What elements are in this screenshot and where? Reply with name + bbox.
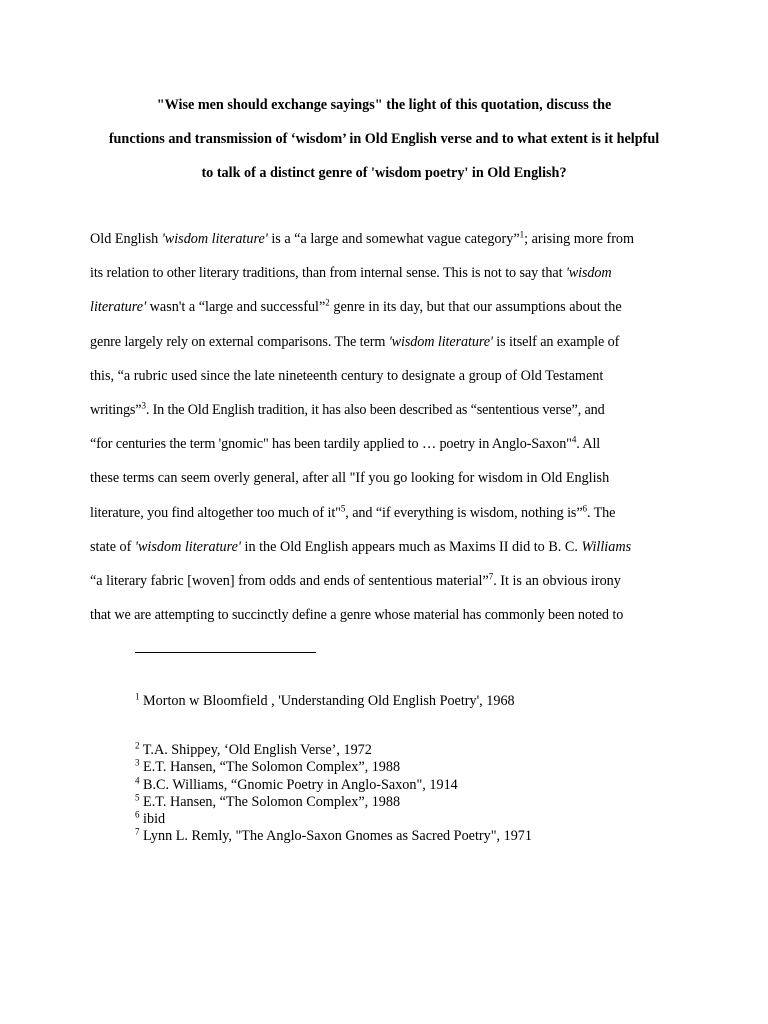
footnote-number: 7: [135, 826, 140, 837]
footnote-number: 5: [135, 792, 140, 803]
body-line-4: genre largely rely on external comparisons. The term 'wisdom literature' is itself an example of: [90, 333, 620, 350]
italic-term: literature': [90, 299, 147, 316]
footnote-list: [135, 742, 532, 846]
italic-name: Williams: [581, 538, 632, 555]
title-line-2: functions and transmission of ‘wisdom’ in Old English verse and to what extent is it helpful: [108, 131, 660, 147]
footnote-ref: 4: [571, 434, 577, 445]
footnote-1: $^1$ Morton w Bloomfield , 'Understanding Old English Poetry', 1968: [135, 691, 515, 709]
body-line-1: Old English 'wisdom literature' is a “a large and somewhat vague category”$^1$; arising more from: [90, 229, 635, 247]
footnote-separator: [135, 652, 316, 653]
footnote-ref: 3: [141, 400, 146, 411]
italic-term: 'wisdom literature': [134, 538, 241, 555]
footnote-3: $^3$ E.T. Hansen, “The Solomon Complex”, 1988: [135, 757, 401, 776]
body-line-11: “a literary fabric [woven] from odds and ends of sententious material”$^7$. It is an obvious irony: [90, 571, 621, 590]
body-line-10: state of 'wisdom literature' in the Old English appears much as Maxims II did to B. C. Williams: [90, 538, 632, 555]
body-line-3: literature' wasn't a “large and successful”$^2$ genre in its day, but that our assumptions about the: [90, 297, 622, 316]
footnote-7: $^7$ Lynn L. Remly, "The Anglo-Saxon Gnomes as Sacred Poetry", 1971: [135, 826, 532, 845]
footnote-ref: 5: [340, 502, 346, 513]
footnote-number: 2: [135, 740, 140, 751]
footnote-number: 3: [135, 757, 140, 768]
body-line-2: its relation to other literary traditions, than from internal sense. This is not to say that 'wisdom: [90, 265, 612, 282]
title-line-3: to talk of a distinct genre of 'wisdom poetry' in Old English?: [201, 165, 567, 181]
footnote-6: $^6$ ibid: [135, 809, 166, 828]
body-line-5: this, “a rubric used since the late nineteenth century to designate a group of Old Testament: [90, 367, 604, 384]
italic-term: 'wisdom literature': [161, 231, 268, 247]
footnote-ref: 2: [325, 297, 330, 308]
body-line-8: these terms can seem overly general, after all "If you go looking for wisdom in Old English: [90, 470, 610, 487]
body-line-9: literature, you find altogether too much of it"$^5$, and “if everything is wisdom, nothing is”$^6$. The: [90, 502, 616, 521]
italic-term: 'wisdom: [565, 265, 612, 282]
italic-term: 'wisdom literature': [388, 333, 493, 350]
footnote-number: 4: [135, 774, 140, 785]
body-line-7: “for centuries the term 'gnomic" has been tardily applied to … poetry in Anglo-Saxon"$^4$. All: [90, 434, 601, 453]
footnote-ref: 1: [519, 229, 525, 240]
footnote-ref: 7: [488, 571, 494, 582]
footnote-4: $^4$ B.C. Williams, “Gnomic Poetry in Anglo-Saxon", 1914: [135, 774, 458, 793]
footnote-ref: 6: [582, 502, 587, 513]
body-paragraph: [90, 222, 680, 632]
footnote-5: $^5$ E.T. Hansen, “The Solomon Complex”, 1988: [135, 792, 401, 810]
footnote-2: $^2$ T.A. Shippey, ‘Old English Verse’, 1972: [135, 740, 372, 758]
body-line-12: that we are attempting to succinctly define a genre whose material has commonly been noted to: [90, 607, 624, 624]
body-line-6: writings”$^3$. In the Old English tradition, it has also been described as “sententious verse”, and: [90, 400, 605, 419]
footnote-number: 6: [135, 809, 140, 820]
footnote-number: 1: [135, 691, 140, 702]
essay-title: [78, 88, 690, 190]
title-line-1: "Wise men should exchange sayings" the light of this quotation, discuss the: [156, 97, 612, 113]
